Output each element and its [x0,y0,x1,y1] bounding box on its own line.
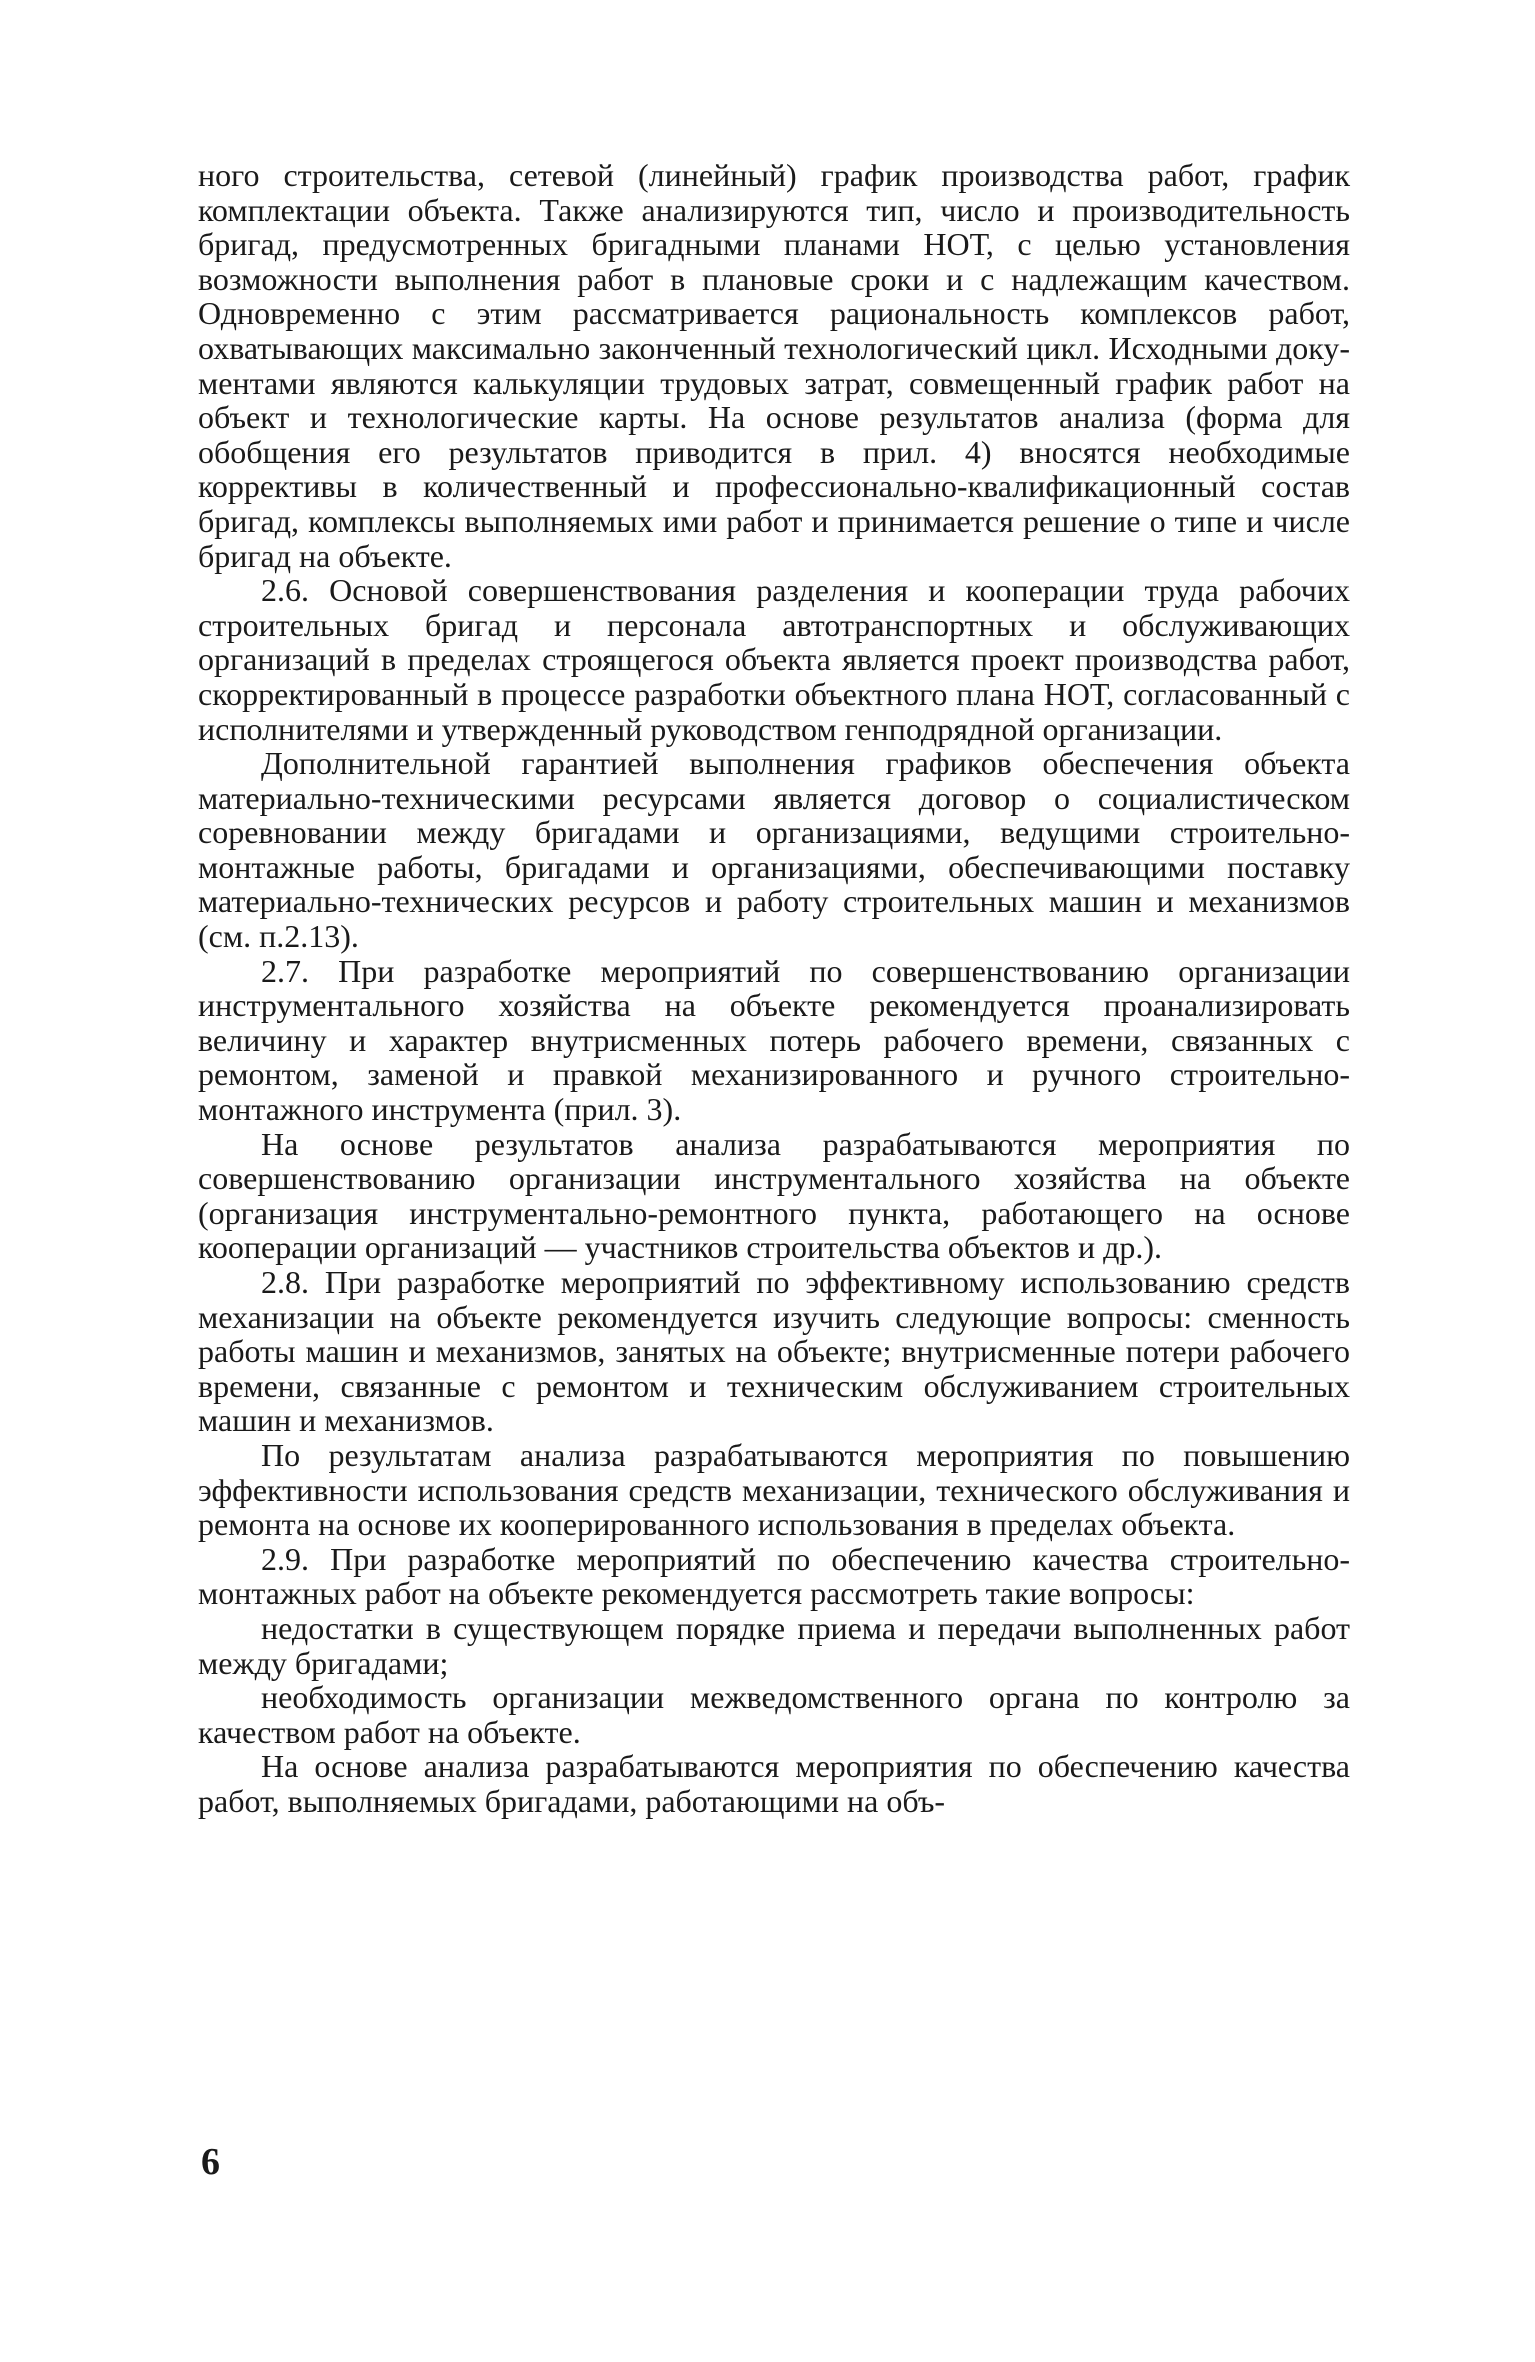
paragraph-2-6: 2.6. Основой совершенствования разделения и кооперации труда рабочих строительных бригад и персонала автотранспортных и обслуживающих организаций в пределах строящегося объекта является проект производства работ, скорректированный в процессе разработки объектного плана НОТ, согласованный с исполнителями и утвержденный руководством генподрядной организации. [198,572,1350,747]
paragraph-mechanization-measures: По результатам анализа разрабатываются мероприятия по повышению эффективности использования средств механизации, технического обслуживания и ремонта на основе их кооперированного использования в пределах объекта. [198,1436,1350,1543]
document-body [198,158,1350,1819]
paragraph-continuation: ного строительства, сетевой (линейный) график производства работ, график комплектации объекта. Также анализируются тип, число и производительность бригад, предусмотренных бригадными планами НОТ, с целью установления возможности выполнения работ в плановые сроки и с надлежащим качеством. Одновременно с этим рассматривается рациональность комплексов работ, охватывающих максимально законченный технологический цикл. Исходными документами являются калькуляции трудовых затрат, совмещенный график работ на объект и технологические карты. На основе результатов анализа (форма для обобщения его результатов приводится в прил. 4) вносятся необходимые коррективы в количественный и профессионально-квалификационный состав бригад, комплексы выполняемых ими работ и принимается решение о типе и числе бригад на объекте. [198,157,1350,574]
paragraph-2-8: 2.8. При разработке мероприятий по эффективному использованию средств механизации на объекте рекомендуется изучить следующие вопросы: сменность работы машин и механизмов, занятых на объекте; внутрисменные потери рабочего времени, связанные с ремонтом и техническим обслуживанием строительных машин и механизмов. [198,1264,1350,1439]
paragraph-quality-measures: На основе анализа разрабатываются мероприятия по обеспечению качества работ, выполняемых бригадами, работающими на объ- [198,1748,1350,1819]
list-item-shortcomings: недостатки в существующем порядке приема и передачи выполненных работ между бригадами; [198,1609,1350,1681]
page-number: 6 [201,2141,220,2183]
paragraph-tool-measures: На основе результатов анализа разрабатываются мероприятия по совершенствованию организации инструментального хозяйства на объекте (организация инструментально-ремонтного пункта, работающего на основе кооперации организаций — участников строительства объектов и др.). [198,1125,1350,1266]
paragraph-guarantee: Дополнительной гарантией выполнения графиков обеспечения объекта материально-техническими ресурсами является договор о социалистическом соревновании между бригадами и организациями, ведущими строительно-монтажные работы, бригадами и организациями, обеспечивающими поставку материально-технических ресурсов и работу строительных машин и механизмов (см. п.2.13). [198,745,1350,955]
list-item-interdepartmental: необходимость организации межведомственного органа по контролю за качеством работ на объекте. [198,1679,1350,1750]
paragraph-2-7: 2.7. При разработке мероприятий по совершенствованию организации инструментального хозяйства на объекте рекомендуется проанализировать величину и характер внутрисменных потерь рабочего времени, связанных с ремонтом, заменой и правкой механизированного и ручного строительно-монтажного инструмента (прил. 3). [198,952,1350,1128]
paragraph-2-9: 2.9. При разработке мероприятий по обеспечению качества строительно-монтажных работ на объекте рекомендуется рассмотреть такие вопросы: [198,1540,1350,1612]
